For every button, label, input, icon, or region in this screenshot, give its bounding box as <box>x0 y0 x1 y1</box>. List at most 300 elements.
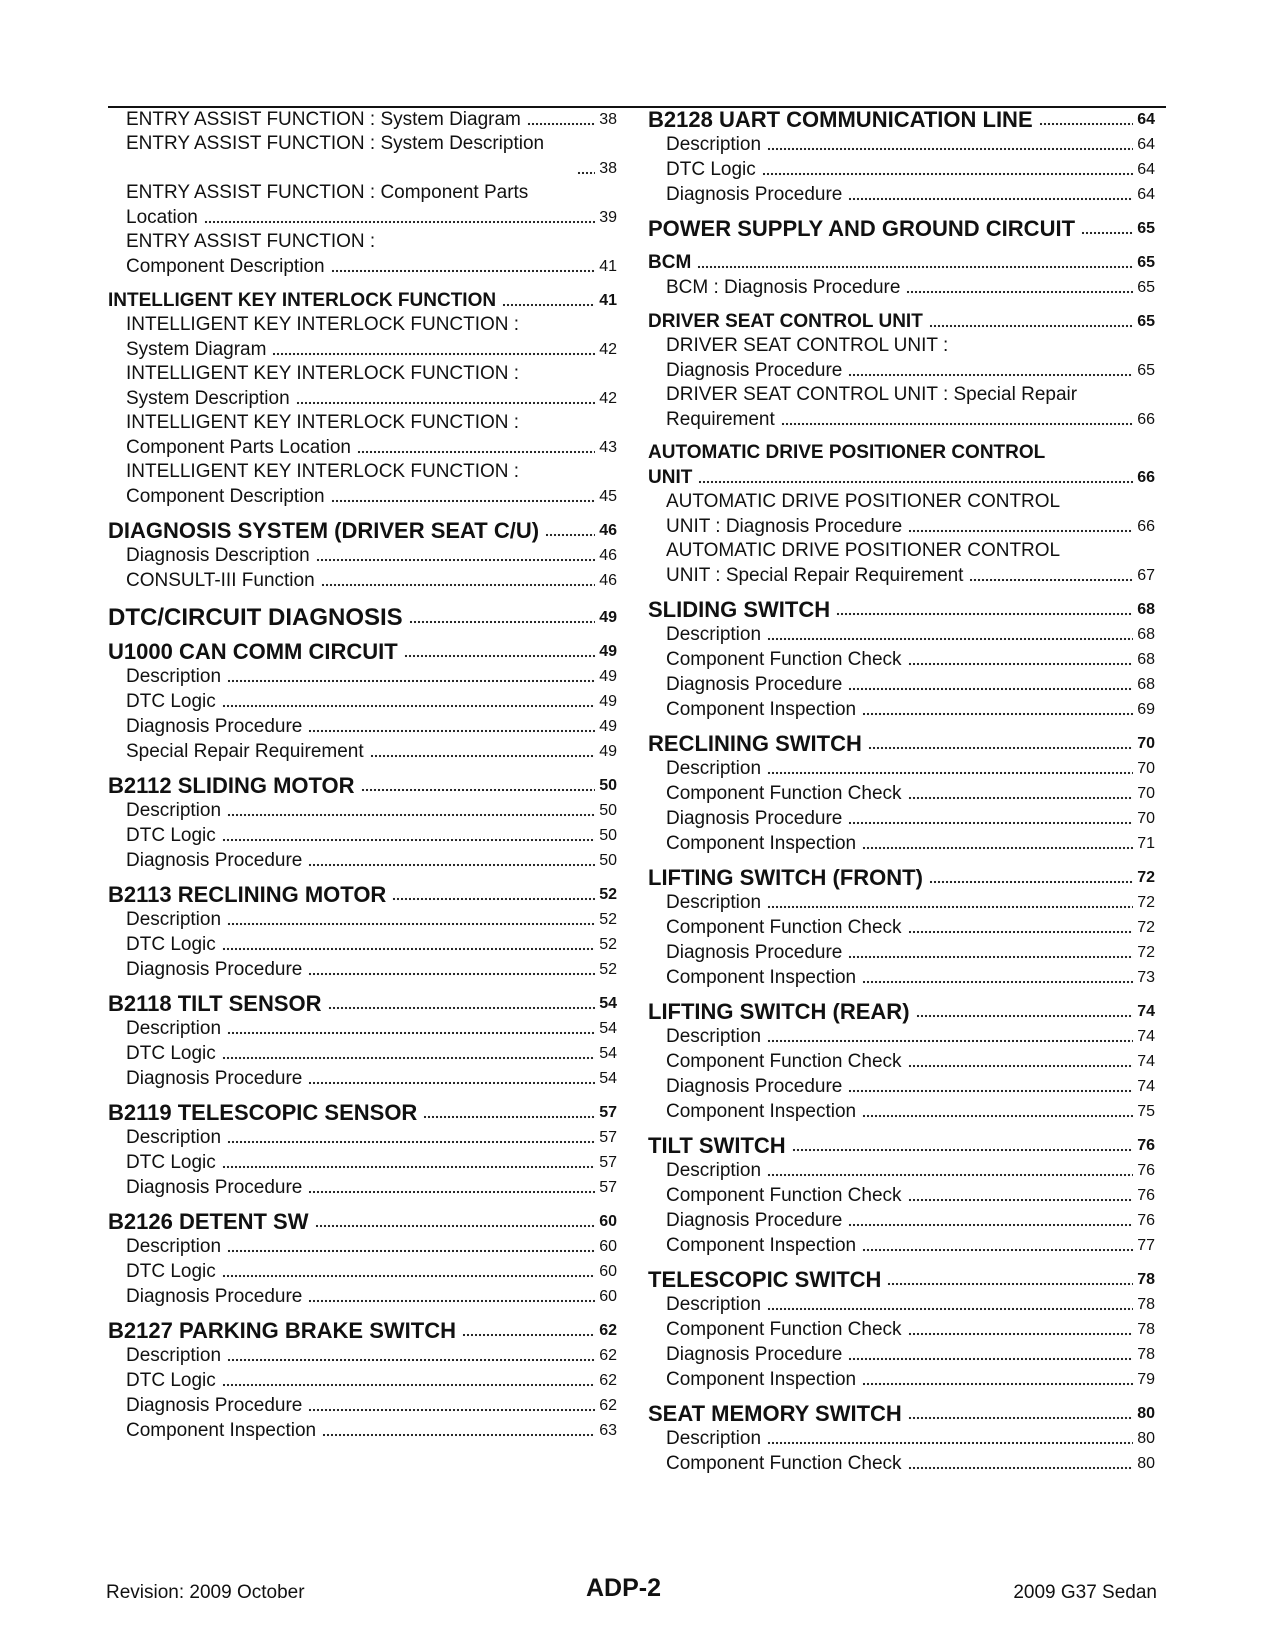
toc-entry-title: POWER SUPPLY AND GROUND CIRCUIT <box>648 216 1076 241</box>
toc-entry-title: Component Inspection <box>666 833 857 854</box>
toc-entry-line[interactable]: ENTRY ASSIST FUNCTION : System Description <box>126 133 545 154</box>
dot-leader <box>848 821 1133 825</box>
toc-entry-title: Component Function Check <box>666 1453 902 1474</box>
toc-subentry[interactable] <box>648 1342 1155 1367</box>
dot-leader <box>222 1165 595 1169</box>
toc-subentry[interactable] <box>108 1259 617 1284</box>
toc-heading[interactable] <box>648 865 1155 890</box>
toc-page-number: 60 <box>599 1238 617 1255</box>
toc-heading[interactable] <box>108 1318 617 1343</box>
dot-leader <box>908 796 1134 800</box>
toc-entry-title: Component Inspection <box>666 1235 857 1256</box>
dot-leader <box>767 1307 1133 1311</box>
toc-subentry[interactable] <box>648 622 1155 647</box>
dot-leader <box>204 220 595 224</box>
dot-leader <box>423 1115 595 1119</box>
toc-heading[interactable] <box>108 1100 617 1125</box>
toc-entry-title: Diagnosis Procedure <box>666 808 843 829</box>
dot-leader <box>222 1274 595 1278</box>
toc-entry-line[interactable]: INTELLIGENT KEY INTERLOCK FUNCTION : <box>126 412 520 433</box>
toc-entry-title: Diagnosis Procedure <box>666 1210 843 1231</box>
toc-subentry[interactable] <box>648 806 1155 831</box>
toc-page-number: 46 <box>599 547 617 564</box>
toc-subentry[interactable] <box>648 157 1155 182</box>
toc-entry-line[interactable]: INTELLIGENT KEY INTERLOCK FUNCTION : <box>126 314 520 335</box>
toc-entry-title: Component Function Check <box>666 1185 902 1206</box>
toc-heading[interactable] <box>648 465 1155 490</box>
toc-entry-title: Component Inspection <box>666 967 857 988</box>
toc-entry-title: Component Function Check <box>666 917 902 938</box>
toc-subentry[interactable] <box>108 823 617 848</box>
toc-entry-title: Diagnosis Description <box>126 545 310 566</box>
toc-page-number: 75 <box>1137 1103 1155 1120</box>
toc-heading[interactable] <box>108 605 617 630</box>
dot-leader <box>321 583 596 587</box>
dot-leader <box>848 373 1133 377</box>
dot-leader <box>227 679 595 683</box>
toc-page-number: 78 <box>1137 1346 1155 1363</box>
toc-page-number: 50 <box>599 852 617 869</box>
toc-heading[interactable] <box>648 250 1155 275</box>
dot-leader <box>792 1148 1134 1152</box>
toc-entry-title: DRIVER SEAT CONTROL UNIT <box>648 311 923 332</box>
toc-entry-title: UNIT <box>648 467 693 488</box>
toc-subentry[interactable] <box>108 689 617 714</box>
toc-subentry[interactable] <box>648 1367 1155 1392</box>
toc-entry-line[interactable]: INTELLIGENT KEY INTERLOCK FUNCTION : <box>126 363 520 384</box>
dot-leader <box>227 813 595 817</box>
toc-heading[interactable] <box>108 1209 617 1234</box>
toc-entry-title: DTC Logic <box>126 1370 216 1391</box>
toc-subentry[interactable] <box>108 798 617 823</box>
dot-leader <box>296 401 596 405</box>
model-label: 2009 G37 Sedan <box>1013 1582 1157 1603</box>
toc-entry-title: Diagnosis Procedure <box>126 1286 303 1307</box>
toc-entry-title: Component Function Check <box>666 649 902 670</box>
toc-subentry[interactable] <box>108 543 617 568</box>
dot-leader <box>908 1416 1133 1420</box>
toc-page-number: 45 <box>599 488 617 505</box>
toc-subentry[interactable] <box>648 647 1155 672</box>
dot-leader <box>862 1382 1133 1386</box>
toc-subentry[interactable] <box>108 714 617 739</box>
dot-leader <box>767 1441 1133 1445</box>
toc-entry-line[interactable]: AUTOMATIC DRIVE POSITIONER CONTROL <box>666 491 1061 512</box>
dot-leader <box>887 1282 1133 1286</box>
toc-entry-title: DTC Logic <box>126 934 216 955</box>
dot-leader <box>767 771 1133 775</box>
dot-leader <box>862 1114 1133 1118</box>
toc-entry-title: Diagnosis Procedure <box>666 184 843 205</box>
toc-entry-title: Diagnosis Procedure <box>126 850 303 871</box>
toc-page-number: 52 <box>599 886 617 903</box>
toc-page-number: 66 <box>1137 469 1155 486</box>
toc-subentry[interactable] <box>108 1150 617 1175</box>
dot-leader <box>868 746 1133 750</box>
toc-entry-title: Component Function Check <box>666 1051 902 1072</box>
toc-entry-title: DTC Logic <box>126 1261 216 1282</box>
dot-leader <box>222 704 595 708</box>
toc-page-number: 60 <box>599 1263 617 1280</box>
toc-page-number: 62 <box>599 1397 617 1414</box>
toc-page-number: 49 <box>599 609 617 626</box>
dot-leader <box>848 687 1133 691</box>
toc-subentry[interactable] <box>108 484 617 509</box>
toc-entry-title: Diagnosis Procedure <box>666 1344 843 1365</box>
dot-leader <box>697 265 1133 269</box>
toc-entry-title: Component Inspection <box>666 1369 857 1390</box>
dot-leader <box>767 1173 1133 1177</box>
toc-page-number: 78 <box>1137 1321 1155 1338</box>
toc-subentry[interactable] <box>108 957 617 982</box>
dot-leader <box>316 558 595 562</box>
dot-leader <box>862 846 1133 850</box>
toc-page-number: 69 <box>1137 701 1155 718</box>
toc-entry-title: Description <box>666 134 762 155</box>
toc-subentry[interactable] <box>648 915 1155 940</box>
toc-page-number: 64 <box>1137 136 1155 153</box>
toc-subentry[interactable] <box>108 107 617 132</box>
toc-entry-title: Description <box>126 1127 222 1148</box>
toc-entry-title: Component Description <box>126 486 325 507</box>
toc-entry-title: Description <box>126 800 222 821</box>
toc-subentry[interactable] <box>648 756 1155 781</box>
toc-subentry[interactable] <box>648 697 1155 722</box>
toc-entry-title: Description <box>666 1294 762 1315</box>
toc-subentry[interactable] <box>648 965 1155 990</box>
toc-page-number: 49 <box>599 643 617 660</box>
dot-leader <box>836 612 1133 616</box>
toc-subentry[interactable] <box>648 1158 1155 1183</box>
toc-page-number: 49 <box>599 693 617 710</box>
toc-page-number: 74 <box>1137 1003 1155 1020</box>
toc-left-column <box>108 107 617 1443</box>
toc-heading[interactable] <box>648 1401 1155 1426</box>
toc-page-number: 49 <box>599 718 617 735</box>
toc-entry-line[interactable]: DRIVER SEAT CONTROL UNIT : Special Repair <box>666 384 1078 405</box>
dot-leader <box>227 922 595 926</box>
toc-subentry[interactable] <box>648 358 1155 383</box>
toc-page-number: 76 <box>1137 1137 1155 1154</box>
toc-entry-title: B2112 SLIDING MOTOR <box>108 773 355 798</box>
dot-leader <box>767 905 1133 909</box>
toc-subentry[interactable] <box>108 1368 617 1393</box>
dot-leader <box>331 269 596 273</box>
toc-page-number: 50 <box>599 777 617 794</box>
dot-leader <box>781 422 1133 426</box>
toc-subentry[interactable] <box>108 1016 617 1041</box>
toc-entry-title: Diagnosis Procedure <box>666 674 843 695</box>
toc-page-number: 65 <box>1137 254 1155 271</box>
toc-subentry[interactable] <box>108 739 617 764</box>
toc-subentry[interactable] <box>108 156 617 181</box>
toc-subentry[interactable] <box>648 672 1155 697</box>
toc-entry-title: Diagnosis Procedure <box>126 959 303 980</box>
toc-entry-title: CONSULT-III Function <box>126 570 315 591</box>
dot-leader <box>969 578 1133 582</box>
dot-leader <box>908 1064 1134 1068</box>
toc-subentry[interactable] <box>108 568 617 593</box>
toc-subentry[interactable] <box>648 1208 1155 1233</box>
toc-subentry[interactable] <box>648 563 1155 588</box>
toc-entry-title: DTC Logic <box>666 159 756 180</box>
toc-entry-title: Description <box>126 1018 222 1039</box>
toc-subentry[interactable] <box>648 1451 1155 1476</box>
dot-leader <box>929 880 1133 884</box>
toc-page-number: 62 <box>599 1347 617 1364</box>
dot-leader <box>222 947 595 951</box>
toc-entry-title: DIAGNOSIS SYSTEM (DRIVER SEAT C/U) <box>108 518 540 543</box>
dot-leader <box>315 1224 596 1228</box>
toc-subentry[interactable] <box>108 337 617 362</box>
toc-subentry[interactable] <box>648 275 1155 300</box>
toc-page-number: 70 <box>1137 810 1155 827</box>
toc-heading[interactable] <box>108 882 617 907</box>
toc-heading[interactable] <box>648 999 1155 1024</box>
toc-page-number: 65 <box>1137 220 1155 237</box>
toc-page-number: 78 <box>1137 1271 1155 1288</box>
dot-leader <box>577 171 595 175</box>
toc-entry-title: BCM : Diagnosis Procedure <box>666 277 901 298</box>
toc-page-number: 72 <box>1137 944 1155 961</box>
toc-subentry[interactable] <box>108 1175 617 1200</box>
toc-entry-title: UNIT : Special Repair Requirement <box>666 565 964 586</box>
toc-page-number: 70 <box>1137 735 1155 752</box>
toc-entry-line[interactable]: DRIVER SEAT CONTROL UNIT : <box>666 335 949 356</box>
toc-heading[interactable] <box>648 107 1155 132</box>
toc-entry-title: Description <box>126 1345 222 1366</box>
toc-page-number: 54 <box>599 995 617 1012</box>
toc-page-number: 80 <box>1137 1405 1155 1422</box>
toc-entry-title: B2113 RECLINING MOTOR <box>108 882 387 907</box>
toc-subentry[interactable] <box>108 254 617 279</box>
dot-leader <box>222 838 595 842</box>
toc-page-number: 80 <box>1137 1455 1155 1472</box>
dot-leader <box>698 480 1133 484</box>
toc-page-number: 54 <box>599 1070 617 1087</box>
dot-leader <box>331 499 596 503</box>
toc-page-number: 79 <box>1137 1371 1155 1388</box>
toc-page-number: 66 <box>1137 411 1155 428</box>
dot-leader <box>322 1433 595 1437</box>
toc-subentry[interactable] <box>648 407 1155 432</box>
toc-entry-title: Component Function Check <box>666 783 902 804</box>
dot-leader <box>462 1333 595 1337</box>
toc-subentry[interactable] <box>648 831 1155 856</box>
dot-leader <box>908 662 1134 666</box>
toc-heading[interactable] <box>648 1267 1155 1292</box>
toc-page-number: 76 <box>1137 1187 1155 1204</box>
dot-leader <box>392 897 595 901</box>
toc-page-number: 65 <box>1137 362 1155 379</box>
toc-page-number: 43 <box>599 439 617 456</box>
toc-entry-line[interactable]: AUTOMATIC DRIVE POSITIONER CONTROL <box>666 540 1061 561</box>
toc-entry-title: B2126 DETENT SW <box>108 1209 309 1234</box>
toc-subentry[interactable] <box>108 1418 617 1443</box>
dot-leader <box>308 1408 595 1412</box>
toc-entry-title: Description <box>666 1428 762 1449</box>
toc-entry-title: Diagnosis Procedure <box>126 1177 303 1198</box>
toc-entry-title: Diagnosis Procedure <box>126 1068 303 1089</box>
toc-subentry[interactable] <box>108 1393 617 1418</box>
toc-entry-title: B2119 TELESCOPIC SENSOR <box>108 1100 418 1125</box>
toc-page-number: 46 <box>599 572 617 589</box>
dot-leader <box>848 1089 1133 1093</box>
toc-entry-title: TILT SWITCH <box>648 1133 786 1158</box>
toc-entry-line[interactable]: ENTRY ASSIST FUNCTION : <box>126 231 376 252</box>
toc-subentry[interactable] <box>108 435 617 460</box>
toc-entry-title: UNIT : Diagnosis Procedure <box>666 516 903 537</box>
toc-entry-title: Component Inspection <box>666 699 857 720</box>
toc-subentry[interactable] <box>648 132 1155 157</box>
dot-leader <box>1039 122 1134 126</box>
toc-subentry[interactable] <box>648 1233 1155 1258</box>
toc-entry-title: System Description <box>126 388 290 409</box>
toc-heading[interactable] <box>648 731 1155 756</box>
dot-leader <box>227 1358 595 1362</box>
toc-subentry[interactable] <box>108 907 617 932</box>
toc-entry-title: DTC Logic <box>126 825 216 846</box>
toc-subentry[interactable] <box>648 1292 1155 1317</box>
toc-page-number: 64 <box>1137 186 1155 203</box>
toc-entry-title: B2128 UART COMMUNICATION LINE <box>648 107 1033 132</box>
toc-subentry[interactable] <box>108 1041 617 1066</box>
toc-subentry[interactable] <box>648 1099 1155 1124</box>
dot-leader <box>227 1249 595 1253</box>
toc-page-number: 38 <box>599 160 617 177</box>
toc-page-number: 68 <box>1137 676 1155 693</box>
toc-entry-line[interactable]: ENTRY ASSIST FUNCTION : Component Parts <box>126 182 529 203</box>
dot-leader <box>767 147 1133 151</box>
toc-page-number: 72 <box>1137 869 1155 886</box>
toc-page-number: 74 <box>1137 1078 1155 1095</box>
toc-entry-title: DTC/CIRCUIT DIAGNOSIS <box>108 604 403 631</box>
toc-page-number: 52 <box>599 911 617 928</box>
toc-entry-title: Description <box>126 909 222 930</box>
toc-page-number: 68 <box>1137 601 1155 618</box>
toc-subentry[interactable] <box>648 1317 1155 1342</box>
dot-leader <box>929 324 1133 328</box>
dot-leader <box>502 303 595 307</box>
toc-subentry[interactable] <box>108 1066 617 1091</box>
toc-heading[interactable] <box>108 639 617 664</box>
toc-subentry[interactable] <box>108 664 617 689</box>
dot-leader <box>862 712 1133 716</box>
toc-entry-title: Description <box>666 1026 762 1047</box>
toc-subentry[interactable] <box>648 890 1155 915</box>
toc-subentry[interactable] <box>648 781 1155 806</box>
toc-subentry[interactable] <box>648 1024 1155 1049</box>
toc-page-number: 60 <box>599 1288 617 1305</box>
toc-subentry[interactable] <box>648 1074 1155 1099</box>
toc-page-number: 42 <box>599 390 617 407</box>
toc-subentry[interactable] <box>108 1125 617 1150</box>
toc-entry-title: BCM <box>648 252 692 273</box>
toc-entry-title: Component Function Check <box>666 1319 902 1340</box>
toc-entry-line[interactable]: AUTOMATIC DRIVE POSITIONER CONTROL <box>648 442 1046 463</box>
toc-subentry[interactable] <box>108 848 617 873</box>
dot-leader <box>272 352 595 356</box>
toc-entry-title: INTELLIGENT KEY INTERLOCK FUNCTION <box>108 290 497 311</box>
toc-entry-title: Diagnosis Procedure <box>666 1076 843 1097</box>
dot-leader <box>308 972 595 976</box>
dot-leader <box>848 955 1133 959</box>
toc-heading[interactable] <box>648 216 1155 241</box>
dot-leader <box>767 1039 1133 1043</box>
toc-page-number: 67 <box>1137 567 1155 584</box>
toc-subentry[interactable] <box>648 940 1155 965</box>
toc-subentry[interactable] <box>648 514 1155 539</box>
toc-heading[interactable] <box>108 518 617 543</box>
toc-entry-title: Requirement <box>666 409 775 430</box>
toc-page-number: 73 <box>1137 969 1155 986</box>
toc-page-number: 57 <box>599 1179 617 1196</box>
toc-subentry[interactable] <box>108 205 617 230</box>
toc-entry-title: SLIDING SWITCH <box>648 597 831 622</box>
toc-page-number: 68 <box>1137 651 1155 668</box>
toc-page-number: 80 <box>1137 1430 1155 1447</box>
toc-heading[interactable] <box>648 309 1155 334</box>
toc-entry-line[interactable]: INTELLIGENT KEY INTERLOCK FUNCTION : <box>126 461 520 482</box>
toc-entry-title: U1000 CAN COMM CIRCUIT <box>108 639 398 664</box>
toc-page-number: 62 <box>599 1372 617 1389</box>
toc-subentry[interactable] <box>108 932 617 957</box>
toc-page-number: 78 <box>1137 1296 1155 1313</box>
toc-subentry[interactable] <box>648 1183 1155 1208</box>
dot-leader <box>848 1223 1133 1227</box>
toc-page-number: 74 <box>1137 1053 1155 1070</box>
toc-heading[interactable] <box>648 1133 1155 1158</box>
dot-leader <box>1081 231 1133 235</box>
toc-entry-title: ENTRY ASSIST FUNCTION : System Diagram <box>126 109 521 130</box>
toc-page-number: 42 <box>599 341 617 358</box>
toc-page-number: 54 <box>599 1020 617 1037</box>
dot-leader <box>308 729 595 733</box>
toc-entry-title: Component Inspection <box>666 1101 857 1122</box>
toc-entry-title: Diagnosis Procedure <box>126 1395 303 1416</box>
toc-page-number: 50 <box>599 802 617 819</box>
dot-leader <box>848 197 1133 201</box>
toc-entry-title: Description <box>666 758 762 779</box>
toc-subentry[interactable] <box>648 1049 1155 1074</box>
dot-leader <box>222 1383 595 1387</box>
dot-leader <box>409 620 596 624</box>
toc-heading[interactable] <box>108 288 617 313</box>
toc-entry-title: Special Repair Requirement <box>126 741 364 762</box>
toc-subentry[interactable] <box>648 1426 1155 1451</box>
dot-leader <box>308 1190 595 1194</box>
toc-heading[interactable] <box>108 991 617 1016</box>
toc-heading[interactable] <box>648 597 1155 622</box>
toc-subentry[interactable] <box>108 386 617 411</box>
dot-leader <box>848 1357 1133 1361</box>
toc-entry-title: B2127 PARKING BRAKE SWITCH <box>108 1318 456 1343</box>
toc-entry-title: Description <box>666 624 762 645</box>
dot-leader <box>908 1332 1134 1336</box>
dot-leader <box>222 1056 595 1060</box>
dot-leader <box>762 172 1133 176</box>
toc-page-number: 38 <box>599 111 617 128</box>
revision-label: Revision: 2009 October <box>106 1582 305 1603</box>
toc-subentry[interactable] <box>108 1343 617 1368</box>
toc-subentry[interactable] <box>108 1284 617 1309</box>
toc-subentry[interactable] <box>648 182 1155 207</box>
dot-leader <box>308 1299 595 1303</box>
toc-subentry[interactable] <box>108 1234 617 1259</box>
dot-leader <box>908 529 1133 533</box>
toc-heading[interactable] <box>108 773 617 798</box>
dot-leader <box>308 863 595 867</box>
